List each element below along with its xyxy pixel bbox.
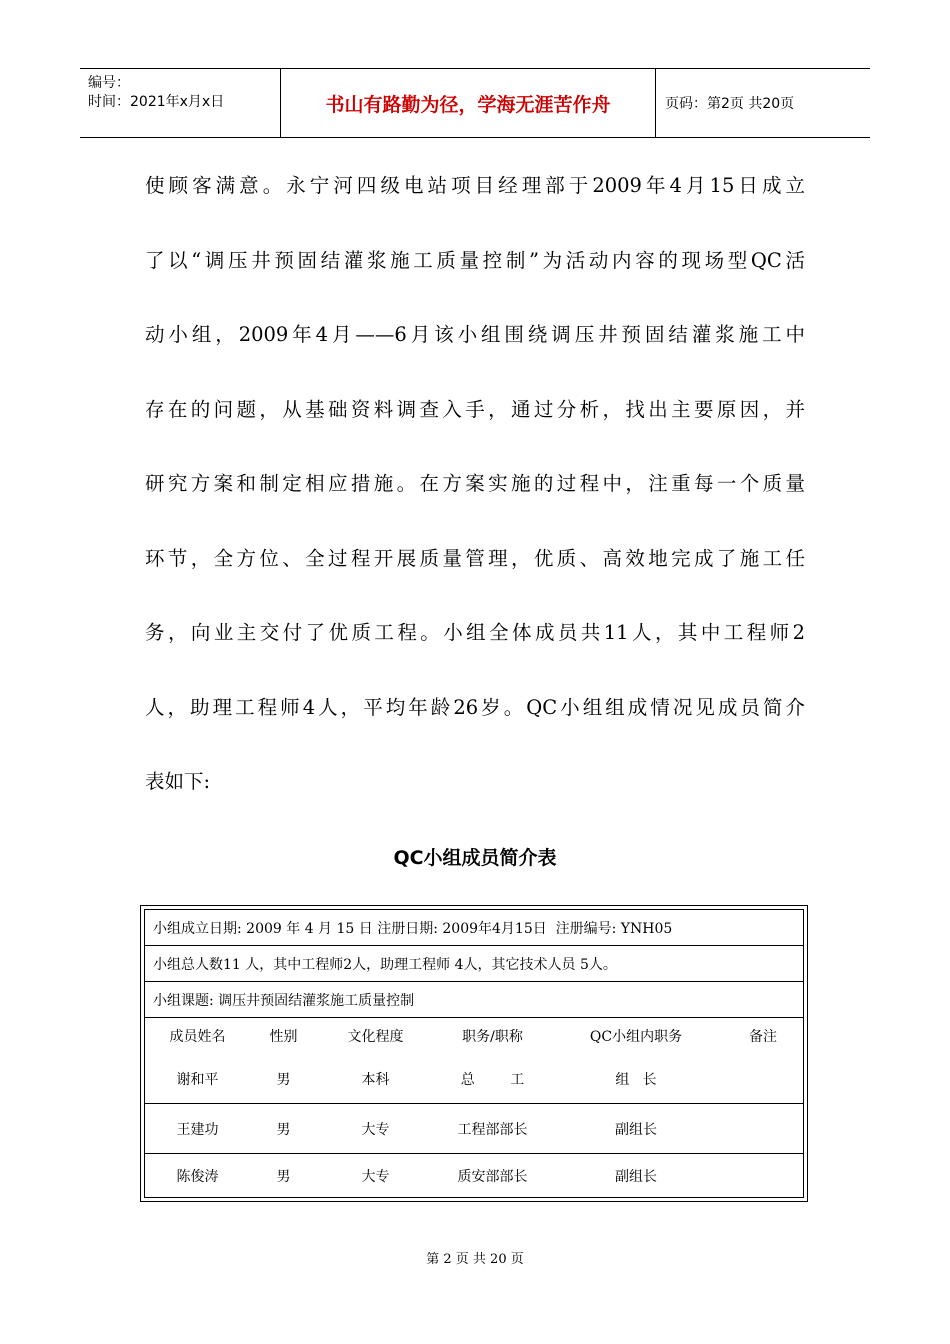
table-title: QC小组成员简介表 [393,847,557,869]
member-name: 陈俊涛 [176,1169,219,1185]
body-line: 环节，全方位、全过程开展质量管理，优质、高效地完成了施工任 [145,546,805,570]
body-paragraph [145,160,805,831]
body-line: 使顾客满意。永宁河四级电站项目经理部于2009年4月15日成立 [145,174,805,197]
table-info-row: 小组总人数11 人，其中工程师2人，助理工程师 4人，其它技术人员 5人。 [145,946,803,982]
member-education: 大专 [361,1121,390,1138]
body-line: 存在的问题，从基础资料调查入手，通过分析，找出主要原因，并 [145,397,805,421]
column-header: 性别 [269,1029,298,1045]
column-header: 成员姓名 [169,1029,226,1045]
member-title: 质安部部长 [457,1169,528,1185]
table-row [145,1054,803,1104]
header-page-info: 页码：第2页 共20页 [665,96,795,112]
header-motto: 书山有路勤为径，学海无涯苦作舟 [280,69,656,137]
body-line: 务，向业主交付了优质工程。小组全体成员共11人，其中工程师2 [145,621,805,644]
member-title: 工程部部长 [457,1121,528,1138]
column-header: QC小组内职务 [589,1029,683,1045]
body-line: 研究方案和制定相应措施。在方案实施的过程中，注重每一个质量 [145,472,805,495]
body-line: 表如下: [145,770,211,793]
table-header-row [145,1018,803,1054]
member-gender: 男 [276,1121,291,1138]
page-footer: 第 2 页 共 20 页 [426,1252,524,1267]
table-info-row: 小组课题: 调压井预固结灌浆施工质量控制 [145,982,803,1018]
document-date: 时间：2021年x月x日 [88,94,225,110]
member-qc-role: 副组长 [615,1121,657,1138]
page-header [80,68,870,138]
member-name: 谢和平 [176,1071,219,1088]
member-qc-role: 组 长 [615,1071,657,1088]
document-number-label: 编号： [88,75,130,91]
column-header: 备注 [749,1029,777,1045]
body-line: 人，助理工程师4人，平均年龄26岁。QC小组组成情况见成员简介 [145,695,805,719]
body-line: 动小组，2009年4月——6月该小组围绕调压井预固结灌浆施工中 [145,323,805,346]
member-gender: 男 [276,1169,291,1185]
column-header: 职务/职称 [462,1029,523,1045]
column-header: 文化程度 [347,1029,404,1045]
member-gender: 男 [276,1071,291,1088]
member-title: 总 工 [460,1071,525,1088]
body-line: 了以“调压井预固结灌浆施工质量控制”为活动内容的现场型QC活 [145,248,805,272]
member-table-inner [144,909,804,1198]
member-note [721,1104,805,1153]
member-note [721,1054,805,1103]
member-qc-role: 副组长 [615,1169,657,1185]
member-table [140,905,808,1202]
header-meta [80,69,280,137]
table-info-row: 小组成立日期: 2009 年 4 月 15 日 注册日期: 2009年4月15日 注册编号: YNH05 [145,910,803,946]
table-row [145,1154,803,1198]
member-name: 王建功 [176,1121,219,1138]
member-note [721,1154,805,1198]
member-education: 本科 [361,1071,390,1088]
member-education: 大专 [361,1169,390,1185]
table-row [145,1104,803,1154]
